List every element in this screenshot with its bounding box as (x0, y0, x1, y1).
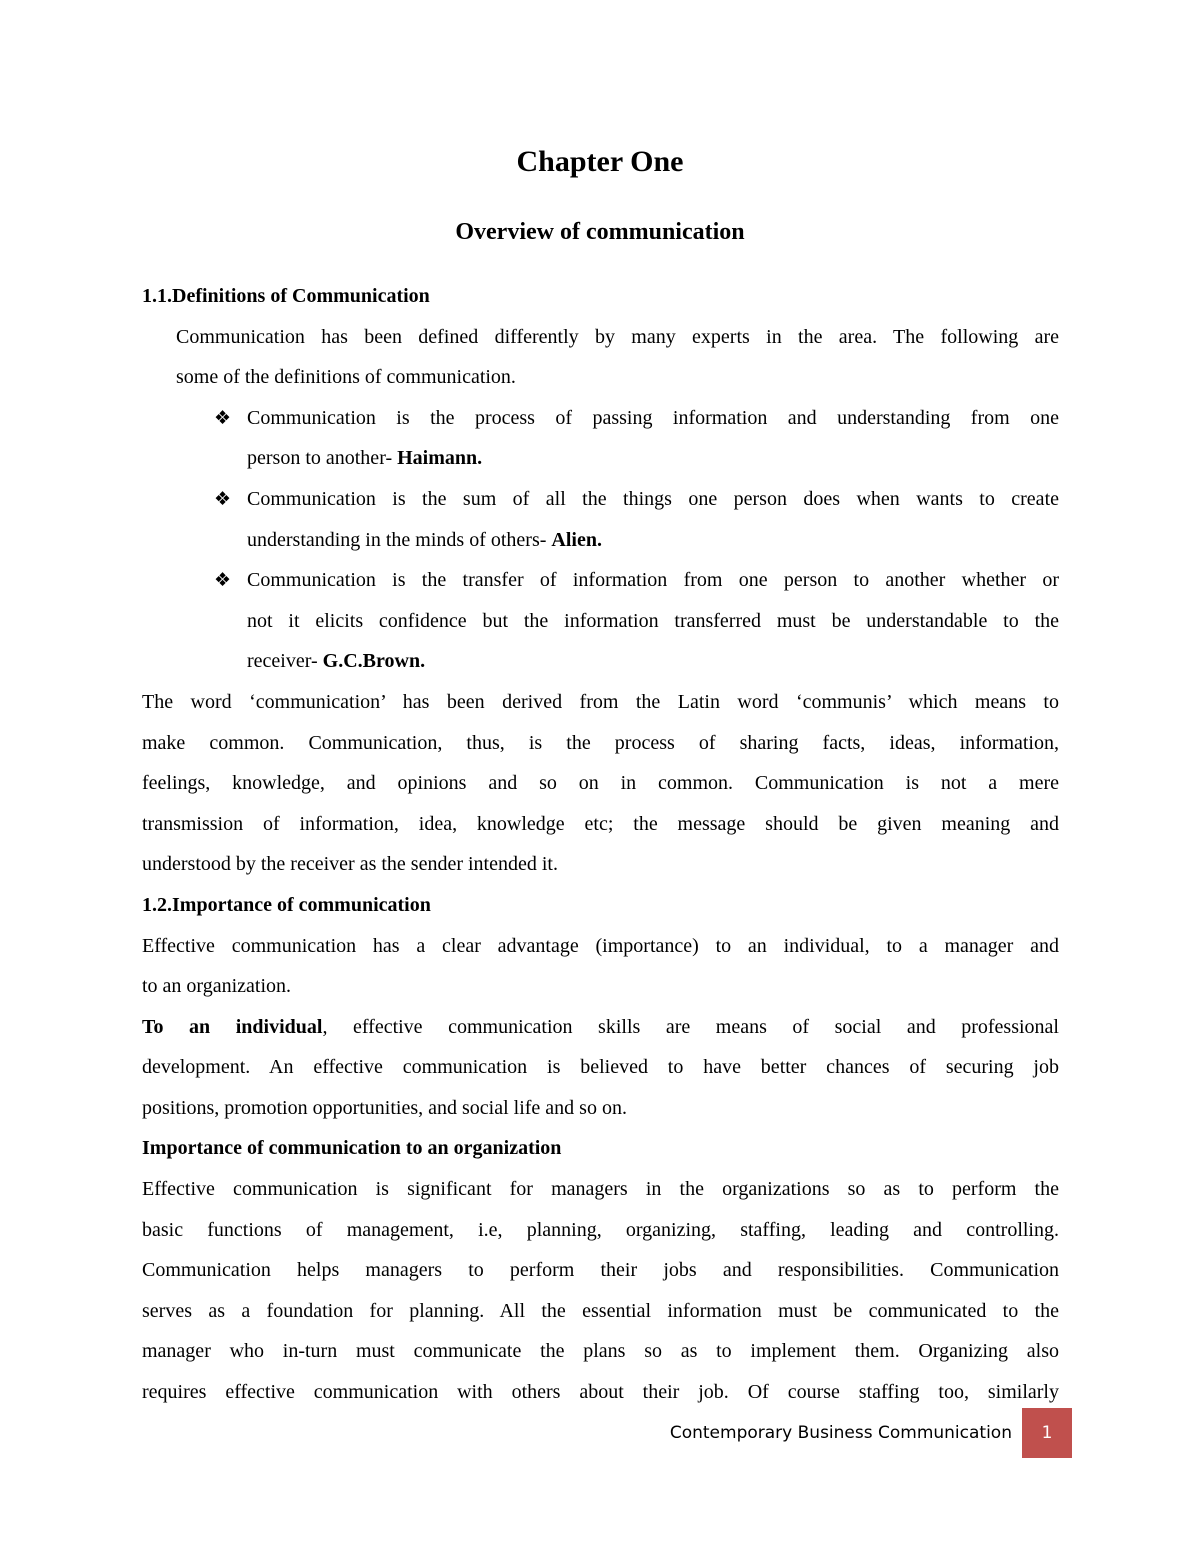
definition-text-line: not it elicits confidence but the information transferred must be understandable to the (247, 609, 1059, 632)
paragraph-line: positions, promotion opportunities, and social life and so on. (142, 1096, 627, 1119)
footer-book-title: Contemporary Business Communication (669, 1423, 1012, 1443)
definition-item (142, 479, 1059, 520)
paragraph-line: to an organization. (142, 975, 292, 998)
definitions-intro-line: some of the definitions of communication. (176, 366, 516, 389)
paragraph-line: feelings, knowledge, and opinions and so on in common. Communication is not a mere (142, 772, 1059, 795)
page-footer (600, 1408, 1072, 1458)
definition-text: understanding in the minds of others- (247, 528, 552, 551)
page-number-badge: 1 (1022, 1408, 1072, 1458)
definition-author: Alien. (551, 528, 602, 551)
subsection-heading-organization: Importance of communication to an organization (142, 1137, 562, 1160)
paragraph-line: manager who in-turn must communicate the plans so as to implement them. Organizing also (142, 1340, 1059, 1363)
paragraph-line: understood by the receiver as the sender intended it. (142, 853, 558, 876)
paragraph-line (142, 1007, 1059, 1048)
paragraph-line: transmission of information, idea, knowledge etc; the message should be given meaning and (142, 812, 1059, 835)
definition-author: Haimann. (397, 447, 483, 470)
definition-text: Communication is the sum of all the things one person does when wants to create (247, 487, 1059, 510)
paragraph-line: requires effective communication with others about their job. Of course staffing too, similarly (142, 1381, 1059, 1404)
paragraph-line: Effective communication is significant for managers in the organizations so as to perform the (142, 1178, 1059, 1201)
definition-text: Communication is the process of passing information and understanding from one (247, 406, 1059, 429)
page-content (142, 276, 1059, 1413)
definition-text: person to another- (247, 447, 398, 470)
paragraph-line: make common. Communication, thus, is the process of sharing facts, ideas, information, (142, 731, 1059, 754)
definition-attribution-line (142, 641, 1059, 682)
four-diamond-bullet-icon: ❖ (214, 569, 232, 592)
chapter-subtitle: Overview of communication (455, 219, 745, 245)
section-heading-1-1: 1.1.Definitions of Communication (142, 285, 430, 307)
definition-author: G.C.Brown. (322, 650, 426, 673)
definition-attribution-line (142, 438, 1059, 479)
definition-item (142, 398, 1059, 439)
paragraph-line: Effective communication has a clear advantage (importance) to an individual, to a manager and (142, 934, 1059, 957)
definition-text: receiver- (247, 650, 323, 673)
definition-text: Communication is the transfer of information from one person to another whether or (247, 569, 1059, 592)
paragraph-line: basic functions of management, i.e, planning, organizing, staffing, leading and controlling. (142, 1218, 1059, 1241)
individual-label: To an individual (142, 1015, 323, 1038)
paragraph-text: , effective communication skills are means of social and professional (322, 1015, 1059, 1038)
paragraph-line: development. An effective communication is believed to have better chances of securing job (142, 1056, 1059, 1079)
section-heading-1-2: 1.2.Importance of communication (142, 893, 431, 916)
definition-item (142, 560, 1059, 601)
paragraph-line: The word ‘communication’ has been derived from the Latin word ‘communis’ which means to (142, 690, 1059, 713)
four-diamond-bullet-icon: ❖ (214, 406, 232, 429)
paragraph-line: serves as a foundation for planning. All the essential information must be communicated to the (142, 1299, 1059, 1322)
paragraph-line: Communication helps managers to perform their jobs and responsibilities. Communication (142, 1259, 1059, 1282)
definitions-intro-line: Communication has been defined differently by many experts in the area. The following are (176, 325, 1059, 348)
four-diamond-bullet-icon: ❖ (214, 487, 232, 510)
chapter-title: Chapter One (516, 145, 684, 178)
definition-attribution-line (142, 520, 1059, 561)
